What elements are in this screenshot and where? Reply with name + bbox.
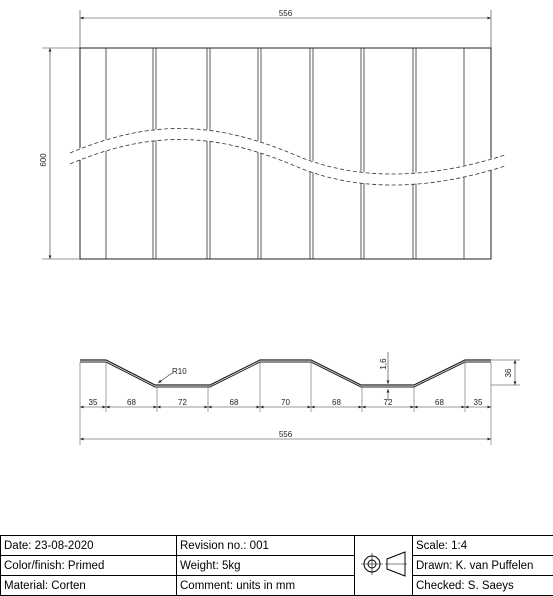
profile-view <box>80 352 520 445</box>
date-cell: Date: 23-08-2020 <box>1 536 177 556</box>
segment-label: 72 <box>178 398 187 407</box>
title-block <box>0 535 553 596</box>
segment-label: 68 <box>332 398 341 407</box>
drawn-by-cell: Drawn: K. van Puffelen <box>413 556 553 576</box>
top-height-label: 600 <box>39 153 48 167</box>
segment-label: 68 <box>230 398 239 407</box>
scale-cell: Scale: 1:4 <box>413 536 553 556</box>
segment-label: 70 <box>281 398 290 407</box>
thickness-label: 1,6 <box>379 358 388 370</box>
revision-cell: Revision no.: 001 <box>177 536 355 556</box>
break-band <box>70 133 505 179</box>
profile-outline-inner <box>80 362 491 387</box>
profile-outline-outer <box>80 360 491 385</box>
segment-label: 72 <box>384 398 393 407</box>
third-angle-projection-icon <box>357 537 411 591</box>
profile-overall-label: 556 <box>279 430 293 439</box>
segment-label: 68 <box>435 398 444 407</box>
top-width-label: 556 <box>279 9 293 18</box>
checked-by-cell: Checked: S. Saeys <box>413 576 553 596</box>
weight-cell: Weight: 5kg <box>177 556 355 576</box>
color-finish-cell: Color/finish: Primed <box>1 556 177 576</box>
radius-label: R10 <box>172 367 187 376</box>
profile-height-label: 36 <box>504 368 513 377</box>
material-cell: Material: Corten <box>1 576 177 596</box>
segment-label: 35 <box>474 398 483 407</box>
segment-label: 68 <box>127 398 136 407</box>
comment-cell: Comment: units in mm <box>177 576 355 596</box>
segment-dimension-labels <box>89 398 483 407</box>
segment-label: 35 <box>89 398 98 407</box>
projection-symbol-cell <box>355 536 413 596</box>
top-view <box>39 9 505 259</box>
